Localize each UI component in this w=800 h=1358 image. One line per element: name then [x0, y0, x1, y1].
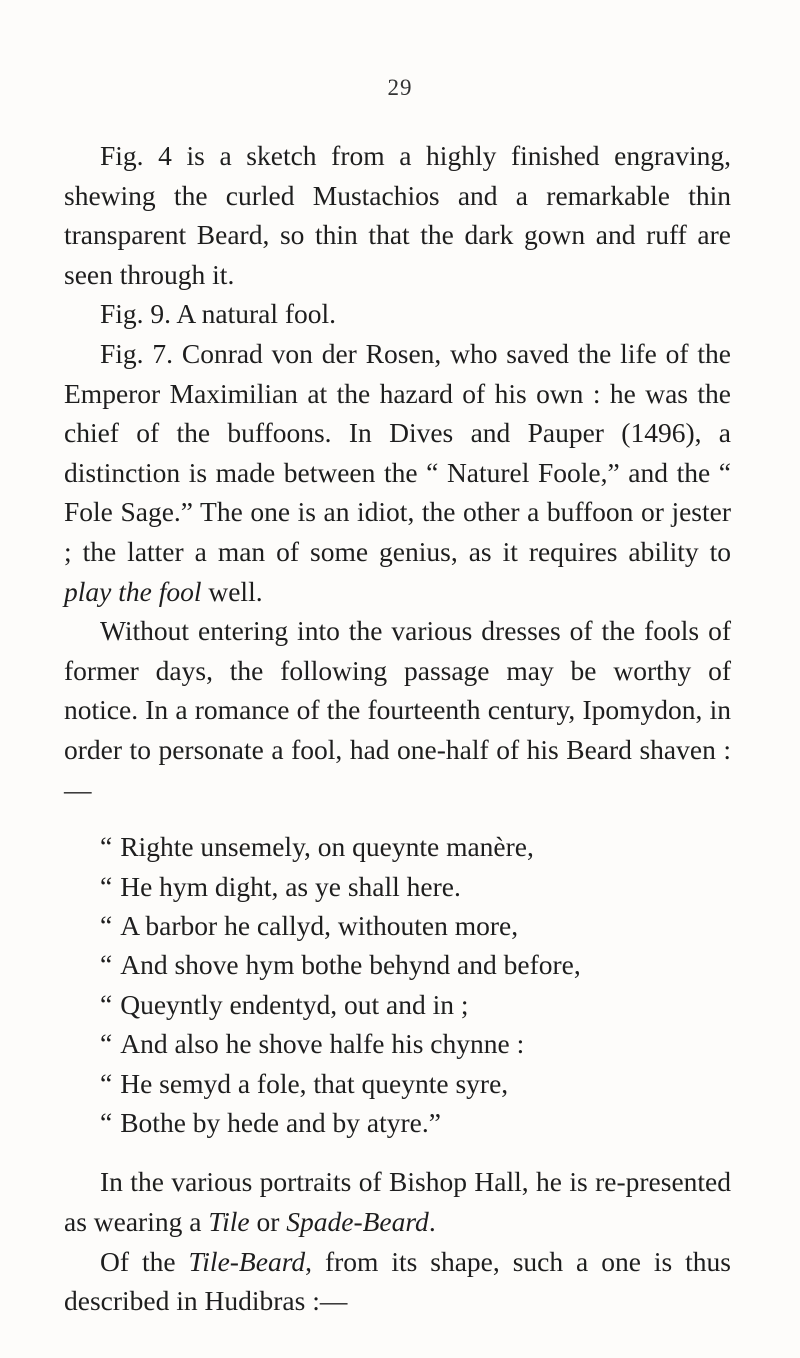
verse-line: “ He semyd a fole, that queynte syre, — [100, 1067, 509, 1099]
paragraph-fig7 — [64, 334, 731, 611]
verse-line: “ Bothe by hede and by atyre.” — [100, 1106, 441, 1138]
paragraph-fig9: Fig. 9. A natural fool. — [100, 298, 337, 330]
page-number: 29 — [387, 75, 413, 100]
term-tile: Tile — [208, 1205, 250, 1237]
verse-line: “ And shove hym bothe behynd and before, — [100, 949, 581, 981]
verse-quotation — [64, 827, 731, 1142]
quote-mark: “ — [100, 1106, 113, 1138]
fig7-emphasis: play the fool — [64, 575, 202, 607]
quote-mark: “ — [100, 949, 113, 981]
verse-line: “ A barbor he callyd, withouten more, — [100, 909, 519, 941]
verse-line: “ And also he shove halfe his chynne : — [100, 1028, 525, 1060]
term-spade-beard: Spade-Beard — [286, 1205, 429, 1237]
quote-mark: “ — [100, 1067, 113, 1099]
paragraph-romance: Without entering into the various dresses of the fools of former days, the following passage may be worthy of notice. In a romance of the fourteenth century, Ipomydon, in order to personate a fool, had one-half of his Beard shaven :— — [64, 615, 731, 805]
quote-mark: “ — [100, 1028, 113, 1060]
verse-line: “ Queyntly endentyd, out and in ; — [100, 988, 469, 1020]
paragraph-fig4: Fig. 4 is a sketch from a highly finished engraving, shewing the curled Mustachios and a remarkable thin transparent Beard, so thin that the dark gown and ruff are seen through it. — [64, 140, 731, 290]
paragraph-bishop-hall: In the various portraits of Bishop Hall, he is re-presented as wearing a Tile or Spade-Beard. — [64, 1166, 731, 1237]
paragraph-tile-beard: Of the Tile-Beard, from its shape, such a one is thus described in Hudibras :— — [64, 1245, 731, 1317]
fig7-text-end: well. — [201, 575, 263, 607]
quote-mark: “ — [100, 909, 113, 941]
verse-line: “ He hym dight, as ye shall here. — [100, 870, 461, 902]
quote-mark: “ — [100, 988, 113, 1020]
page-body — [64, 136, 731, 1321]
term-tile-beard: Tile-Beard — [188, 1245, 306, 1277]
quote-mark: “ — [100, 870, 113, 902]
fig7-text: Fig. 7. Conrad von der Rosen, who saved the life of the Emperor Maximilian at the hazard of his own : he was the chief of the buffoons. In Dives and Pauper (1496), a distinction is made between the “ Naturel Foole,” and the “ Fole Sage.” The one is an idiot, the other a buffoon or jester ; the latter a man of some genius, as it requires ability to — [64, 337, 731, 567]
verse-line: “ Righte unsemely, on queynte manère, — [100, 831, 534, 863]
quote-mark: “ — [100, 831, 113, 863]
